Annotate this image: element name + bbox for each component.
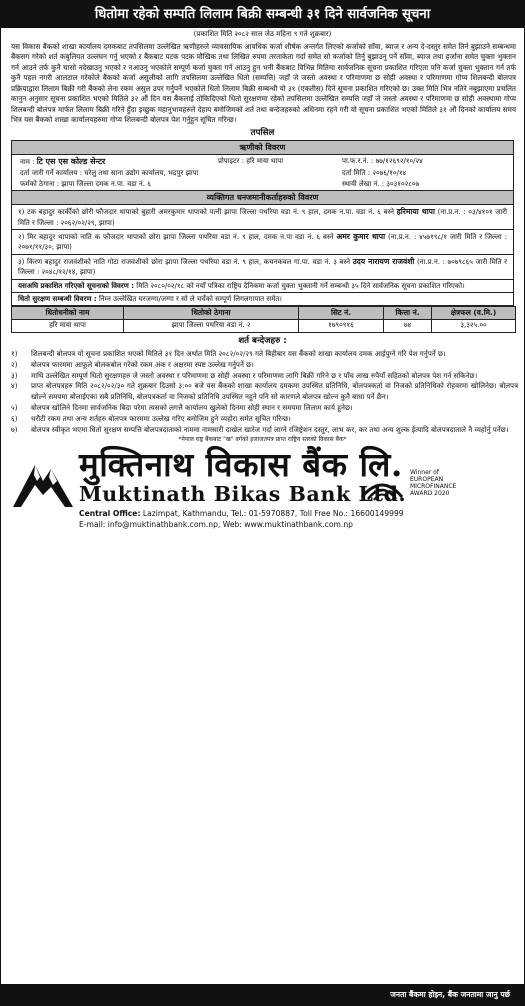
term-number: ६)	[11, 413, 18, 423]
central-office-label: Central Office:	[79, 508, 141, 518]
column-header: धितोधनीको नाम	[12, 307, 124, 320]
debtor-account: स्थायी लेखा नं. : ३०३१०२८०७	[342, 179, 420, 188]
list-item	[11, 403, 518, 414]
term-number: १)	[11, 349, 18, 359]
term-text: प्राप्त बोलपत्रहरु मिति २०८२/०२/३० गते शुक्रबार दिउसो ३:०० बजे यस बैंकको शाखा कार्यालय दमकमा उपस्थित प्रतिनिधि, बोलपत्रकर्ता वा निजको प्रतिनिधिको रोहवरमा खोलिनेछ। बोलपत्र खोल्ने समयमा बोलाईएका सबै प्रतिनिधि, बोलपत्रकर्ता वा निजको प्रतिनिधि उपस्थित नहुने पनि सो कारणले बोलपत्र खोल्न कुनै बाधा पर्ने छैन।	[31, 381, 518, 402]
term-number: ३)	[11, 370, 18, 380]
published-date: (प्रकाशित मिति २०८२ साल जेठ महिना ९ गते शुक्रबार)	[193, 30, 332, 38]
column-header: धितोको ठेगाना	[124, 307, 299, 320]
central-office-details: Lazimpat, Kathmandu, Tel.: 01-5970887, Toll Free No.: 16600149999	[140, 508, 404, 518]
award-line: MICROFINANCE	[410, 482, 457, 490]
intro-paragraph: यस विकास बैंकको शाखा कार्यालय दमकबाट तपसिलमा उल्लेखित ऋणीहरुले व्यावसायिक आवधिक कर्जा शीर्षक अन्तर्गत लिएको कर्जाको साँवा, ब्याज र अन्य दे-दस्तुर समेत तिर्न बुझाउने सम्बन्धमा बैंकसग गरेको शर्त कबुलियत उल्लंघन गर्नु भएको र बैंकबाट पटक पटक मौखिक तथा लिखित रुपमा तरताकेता गर्दा समेत सो कर्जाको तिर्नु बुझाउनु पर्ने साँवा, ब्याज तथा हर्जाना समेत चुक्ता भुक्तान गर्न आउने तर्फ कुनै चासो नदेखाउनु भएको र नआउनु भएकोले सम्पूर्ण कर्जा चुक्ता गर्न आउनु हुन भनी बैंकबाट विभिन्न मितिमा सार्वजनिक सूचना प्रकाशित गरिएता पनि कर्जा चुक्ता भुक्तान गर्न तर्फ कुनै पहल नगरी आलटाल गरेकोले बैंकको कर्जा असुलीको लागि तपसिलमा उल्लेखित धितो (सम्पत्ति) जहाँ जे जस्तो अवस्था र परिमाणमा छ सोही अवस्था र परिमाणमा गोप्य शिलबन्दी बोलपत्र प्रक्रियाद्वारा लिलाम बिक्री गरी बैंकको लेना रकम असुल उपर गर्नुपर्ने भएकोले धितो लिलाम बिक्री सम्बन्धी यो ३१ (एकतीस) दिने सूचना प्रकाशित गरिएको छ। उक्त मिति भित्र नतिरे नबुझाएमा प्रचलित कानुन अनुसार सूचना प्रकाशित भएको मितिले ३२ औं दिन यस बैंकलाई तोकिदिएको धितो सुरक्षणमा रहेको तपसिलमा उल्लेखित सम्पत्ति जहाँ जे जस्तो अवस्था र परिमाणमा छ सोही अवस्थामा गोप्य शिलबन्दी बोलपत्र मार्फत लिलाम बिक्री गरिने हुँदा इच्छुक महानुभावहरुले देहाय बमोजिमको शर्त तथा बन्देजहरुको अधिनमा रहने गरी यो सूचना प्रकाशित भएको मितिले ३१ औं दिनको कार्यालय समय भित्र यस बैंकको शाखा कार्यालयहरुमा गोप्य शिलबन्दी बोलपत्र पेश गर्नुहुन सूचित गरिन्छ।	[11, 42, 516, 125]
guarantor-name: हरिमाया थापा	[396, 207, 435, 217]
list-item	[11, 349, 518, 360]
column-header: क्षेत्रफल (व.मि.)	[432, 307, 516, 320]
award-badge	[410, 469, 518, 498]
guarantor-citizenship: (ना.प्र.न. : ७०७९८६५ जारी मिति र जिल्ला : २०४८/१२/१४, झापा)	[18, 257, 508, 277]
term-text: बोलपत्र खोलिने दिनमा सार्वजनिक बिदा परेमा त्यसको लगत्तै कार्यालय खुलेको दिनमा सोही स्थान र समयमा लिलाम कार्य हुनेछ।	[31, 403, 353, 412]
collateral-text: निम्न उल्लेखित घरजग्गा/जग्गा र सो ले चर्चेको सम्पूर्ण लिगलगापात समेत।	[96, 294, 282, 303]
debtor-name	[20, 156, 218, 168]
guarantor-citizenship: (ना.प्र.न. : ४५७१९८/१ जारी मिति र जिल्ला : २०७१/११/३०, झापा)	[18, 233, 508, 252]
notice-title: धितोमा रहेको सम्पति लिलाम बिक्री सम्बन्धी ३१ दिने सार्वजनिक सूचना	[1, 1, 524, 28]
bank-name-english: Muktinath Bikas Bank Ltd.	[79, 481, 407, 506]
term-text: माथि उल्लेखित सम्पूर्ण धितो सुरक्षणहरु जे जस्तो अवस्था र परिमाणमा छ सोही अवस्था र परिमाणमा लागि बिक्री गरिने छ र पाँच लाख रुपैयाँ सहितको बोलपत्र पेश गर्न सकिनेछ।	[31, 370, 478, 380]
guarantor-text: ३) किरण बहादुर राजवंशीको नाति गोटा राजवंशीको छोरा झापा जिल्ला पथरिया वडा नं. ९ हाल, कचनकवल गा.पा. वडा नं. ३ बस्ने	[18, 257, 353, 266]
term-text: धरौटी रकम तथा अन्य शर्तहरु बोलपत्र फारममा उल्लेख गरिए बमोजिम हुने व्यहोरा समेत सूचित गरिन्छ।	[31, 413, 291, 423]
terms-list	[1, 349, 524, 435]
debtor-name-label: नाम :	[20, 158, 35, 167]
email-web-line: E-mail: info@muktinathbank.com.np, Web: www.muktinathbank.com.np	[79, 520, 353, 530]
list-item	[11, 360, 518, 371]
list-item	[11, 381, 518, 403]
list-item	[11, 425, 518, 436]
owner-cell: हरि माया थापा	[12, 320, 124, 333]
award-line: Winner of	[410, 468, 439, 476]
bank-branding	[1, 444, 524, 506]
guarantor-row	[12, 255, 513, 279]
license-note: *नेपाल राष्ट्र बैंकबाट "ख" वर्गको इजाजतपत्र प्राप्त राष्ट्रिय स्तरको विकास बैंक*	[178, 436, 347, 444]
term-number: २)	[11, 359, 18, 369]
debtor-details	[12, 155, 513, 190]
collateral-table-header	[12, 307, 516, 320]
earlier-notice-text: मिति २०८०/०२/१८ को नयाँ पत्रिका राष्ट्रिय दैनिकमा कर्जा चुक्ता भुक्तानी गर्ने सम्बन्धी ३५ दिने सार्वजनिक सूचना प्रकाशित गरिएको।	[134, 281, 465, 290]
guarantor-row	[12, 205, 513, 230]
guarantor-text: २) मिर बहादुर थापाको नाति क फौजदार थापाको छोरा झापा जिल्ला पथरिया वडा नं. ९ हाल, दमक न.पा वडा नं. ६ बस्ने	[18, 233, 337, 242]
list-item	[11, 371, 518, 382]
area-cell: ३,३२५.००	[432, 320, 516, 333]
earlier-notice-label: यसअघि प्रकाशित गरिएको सूचनाको विवरण :	[18, 281, 135, 290]
debtor-proprietor: प्रोपाइटर : हरि माया थापा	[218, 157, 284, 166]
award-line: AWARD 2020	[410, 490, 450, 498]
terms-heading: शर्त बन्देजहरु :	[238, 336, 287, 347]
award-line: EUROPEAN	[410, 475, 444, 483]
debtor-reg-date: दर्ता मिति : २०७६/१०/१४	[342, 169, 407, 178]
term-text: बोलपत्र स्वीकृत भएमा धितो सुरक्षण सम्पत्ति बोलपत्रदाताको नाममा नामसारी दाखेल खारेज गर्दा लाग्ने रजिष्ट्रेशन दस्तुर, लाभ कर, कर तथा अन्य शुल्क ईत्यादि बोलपत्रदाताले नै व्यहोर्नु पर्नेछ।	[31, 424, 509, 434]
debtor-address: फर्मको ठेगाना : झापा जिल्ला दमक न.पा. वडा नं. ६	[20, 179, 151, 188]
debtor-pan: पा.फ.र.नं. : ७७/१२६९२/१०/२४	[342, 157, 423, 166]
guarantor-heading: व्यक्तिगत धनजमानीकर्ताहरुको विवरण	[12, 191, 513, 205]
debtor-name-value: टि एस एस कोल्ड सेन्टर	[36, 157, 106, 167]
tapsil-heading: तपसिल	[250, 127, 275, 138]
column-header: कित्ता नं.	[384, 307, 432, 320]
award-emblem-icon	[358, 469, 406, 503]
central-office-line	[79, 508, 524, 520]
address-cell: झापा जिल्ला पथरिया वडा नं. २	[124, 320, 299, 333]
earlier-notice	[11, 280, 514, 293]
collateral-label: धितो सुरक्षण सम्बन्धी विवरण :	[18, 294, 97, 303]
debtor-section	[11, 140, 514, 191]
bank-contact	[1, 508, 524, 532]
guarantor-row	[12, 230, 513, 255]
debtor-heading: ऋणीको विवरण	[12, 141, 513, 155]
list-item	[11, 414, 518, 425]
table-row	[12, 320, 516, 333]
term-text: शिलबन्दी बोलपत्र यो सूचना प्रकाशित भएको मितिले ३१ दिन अर्थात मिति २०८२/०२/२९ गते बिहीबार यस बैंकको शाखा कार्यालय दमक आईपुग्ने गरि पेश गर्नुपर्ने छ।	[31, 349, 446, 359]
column-header: सिट नं.	[299, 307, 384, 320]
plot-cell: ७४	[384, 320, 432, 333]
guarantor-text: १) टक बहादुर कार्कीको छोरी फौजदार थापाको बुहारी अमरकुमार थापाको पत्नी झापा जिल्ला पथरिया वडा नं. ९ हाल, दमक न.पा. वडा नं. ६ बस्ने	[18, 208, 397, 217]
term-number: ४)	[11, 381, 18, 391]
collateral-intro	[11, 293, 514, 306]
mountain-logo-icon	[13, 451, 73, 509]
guarantor-section	[11, 191, 514, 279]
term-text: बोलपत्र फारममा आफूले बोलकबोल गरेको रकम अंक र अक्षरमा स्पष्ट उल्लेख गर्नुपर्ने छ।	[31, 359, 254, 369]
bank-tagline: जनता बैंकमा होइन, बैंक जनतामा जानु पर्छ	[1, 984, 524, 1005]
sheet-cell: १७९०९१६	[299, 320, 384, 333]
term-number: ५)	[11, 403, 18, 412]
debtor-reg-office: दर्ता जारी गर्ने कार्यालय : घरेलु तथा साना उद्योग कार्यालय, भद्रपुर झापा	[20, 169, 199, 178]
collateral-table	[11, 306, 516, 333]
term-number: ७)	[11, 424, 18, 434]
guarantor-name: उदय नारायण राजवंशी	[352, 256, 415, 266]
guarantor-name: अमर कुमार थापा	[336, 232, 386, 242]
bank-name-nepali: मुक्तिनाथ विकास बैंक लि.	[79, 444, 403, 484]
guarantor-citizenship: (ना.प्र.न. : ०३/४१०१ जारी मिति र जिल्ला : २०६२/०२/२९, झापा)	[18, 208, 507, 227]
